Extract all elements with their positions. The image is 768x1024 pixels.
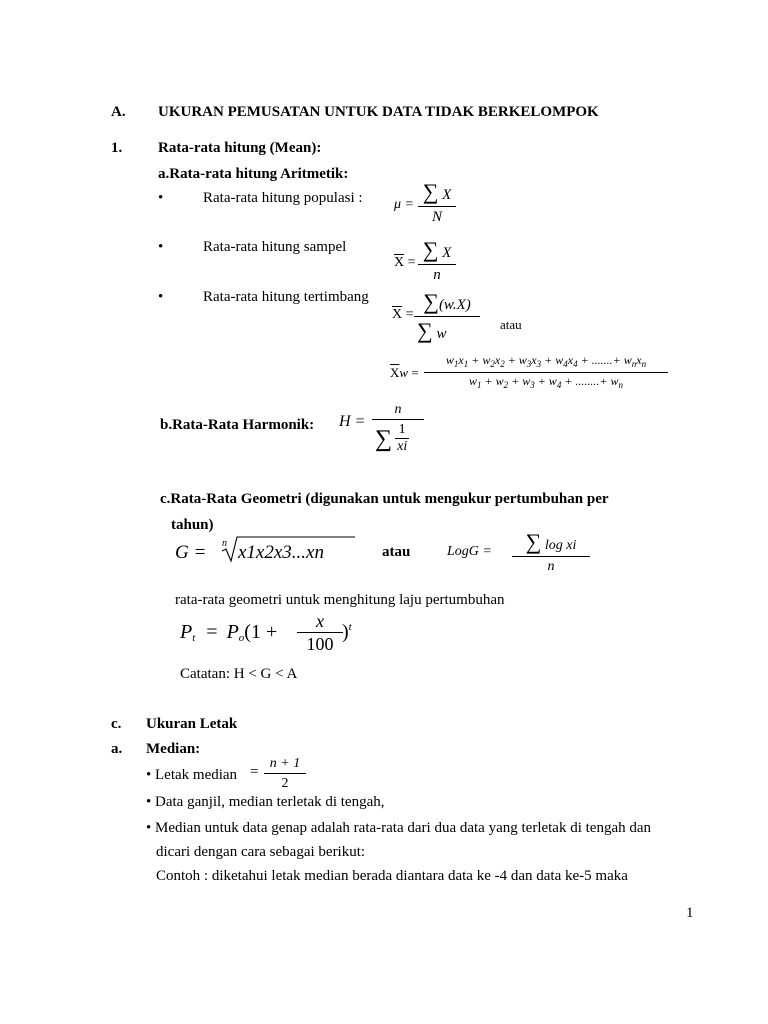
harmonik-heading: b.Rata-Rata Harmonik: <box>160 417 315 433</box>
section-title: UKURAN PEMUSATAN UNTUK DATA TIDAK BERKELOMPOK <box>158 104 599 120</box>
sum-symbol: ∑ <box>375 425 393 452</box>
item1-title: Rata-rata hitung (Mean): <box>158 140 322 156</box>
sum-symbol: ∑ <box>417 318 433 344</box>
pop-den: N <box>418 206 456 226</box>
geometri-heading-line2: tahun) <box>171 517 214 533</box>
formula-pop-mean <box>418 180 456 226</box>
sampel-label: Rata-rata hitung sampel <box>203 239 347 255</box>
samp-num: X <box>442 245 452 261</box>
bullet-icon: • <box>158 239 164 255</box>
median-eq: = <box>250 764 259 780</box>
pop-num: X <box>442 187 452 203</box>
letak-title: Ukuran Letak <box>146 716 238 732</box>
xbar-tert-lhs: $\overline{X}$ = <box>392 307 414 322</box>
section-label: A. <box>111 104 126 120</box>
harm-num: n <box>394 402 402 417</box>
item1-label: 1. <box>111 140 123 156</box>
median-bullet1: • Letak median <box>146 767 238 783</box>
formula-harmonic <box>372 402 424 456</box>
formula-xw: $w_1x_1 + w_2x_2 + w_3x_3 + w_4x_4$ + .......+ $w_nx_n$ $w_1 + w_2 + w_3 + w_4$ + ........+ $w_n$ <box>424 354 668 391</box>
median-bullet3-line2: dicari dengan cara sebagai berikut: <box>156 844 366 860</box>
formula-sample-mean <box>418 238 456 284</box>
growth-x: x <box>316 611 324 631</box>
sum-symbol: ∑ <box>422 237 439 262</box>
catatan-text: Catatan: H < G < A <box>180 666 298 682</box>
median-bullet3-line1: • Median untuk data genap adalah rata-rata dari dua data yang terletak di tengah dan <box>146 820 652 836</box>
harmonik-lhs: H = <box>339 413 366 430</box>
pt-formula-left: $P_t = P_o(1$ + <box>180 621 278 644</box>
laju-text: rata-rata geometri untuk menghitung laju pertumbuhan <box>175 592 505 608</box>
median-bullet2: • Data ganjil, median terletak di tengah, <box>146 794 385 810</box>
mu-lhs: μ = <box>394 197 414 212</box>
xbar-lhs: $\overline{X}$ = <box>394 255 416 270</box>
log-num: log xi <box>544 538 577 553</box>
harm-inner-den: xi <box>397 438 408 454</box>
median-position-fraction <box>264 756 306 792</box>
median-label: a. <box>111 741 123 757</box>
geometri-atau: atau <box>382 544 411 560</box>
populasi-label: Rata-rata hitung populasi : <box>203 190 363 206</box>
geometri-heading-line1: c.Rata-Rata Geometri (digunakan untuk mengukur pertumbuhan per <box>160 491 609 507</box>
formula-weighted-mean <box>414 290 480 343</box>
growth-100: 100 <box>297 632 343 655</box>
median-frac-den: 2 <box>264 773 306 791</box>
samp-den: n <box>418 264 456 284</box>
formula-growth-fraction <box>297 612 343 655</box>
pt-formula-right: )$^t$ <box>342 621 352 643</box>
bullet-icon: • <box>158 190 164 206</box>
g-lhs: G = <box>175 542 207 563</box>
log-den: n <box>512 556 590 574</box>
sum-symbol: ∑ <box>525 529 542 554</box>
sum-symbol: ∑ <box>422 179 439 204</box>
tertimbang-label: Rata-rata hitung tertimbang <box>203 289 369 305</box>
median-frac-num: n + 1 <box>269 756 301 771</box>
median-title: Median: <box>146 741 201 757</box>
median-contoh: Contoh : diketahui letak median berada diantara data ke -4 dan data ke-5 maka <box>156 868 628 884</box>
page-number: 1 <box>686 905 694 921</box>
tert-num: (w.X) <box>438 297 471 313</box>
bullet-icon: • <box>158 289 164 305</box>
harm-inner-num: 1 <box>398 422 406 438</box>
letak-label: c. <box>111 716 122 732</box>
root-index: n <box>222 538 227 549</box>
tert-den: w <box>436 326 447 343</box>
sum-symbol: ∑ <box>423 289 439 314</box>
radicand: x1x2x3...xn <box>238 542 324 563</box>
xw-lhs: $\overline{X}w$ = <box>390 365 419 380</box>
log-lhs: LogG = <box>447 544 492 559</box>
atau-text: atau <box>500 317 522 332</box>
aritmetik-heading: a.Rata-rata hitung Aritmetik: <box>158 166 349 182</box>
formula-log-geometric <box>512 530 590 575</box>
